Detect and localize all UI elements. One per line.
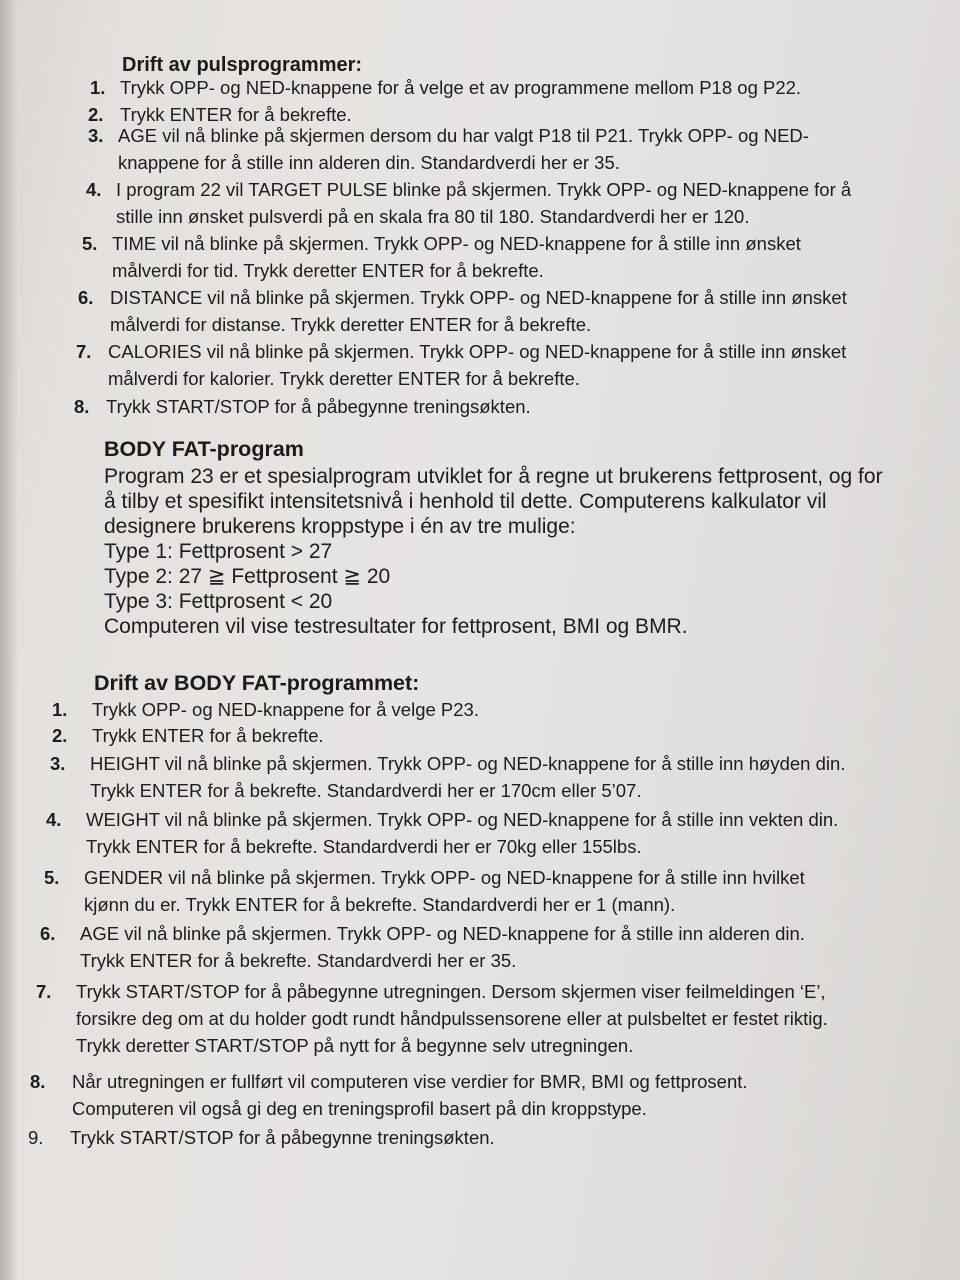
list-number: 7.	[36, 981, 52, 1002]
list-text: AGE vil nå blinke på skjermen. Trykk OPP- og NED-knappene for å stille inn alderen din.	[80, 923, 805, 944]
list-text: Trykk OPP- og NED-knappene for å velge et av programmene mellom P18 og P22.	[120, 77, 802, 98]
paragraph-line: Computeren vil vise testresultater for fettprosent, BMI og BMR.	[104, 615, 688, 638]
list-text: CALORIES vil nå blinke på skjermen. Trykk OPP- og NED-knappene for å stille inn ønsket	[108, 341, 847, 362]
list-number: 4.	[86, 179, 102, 200]
list-number: 5.	[82, 233, 98, 254]
list-text: målverdi for kalorier. Trykk deretter ENTER for å bekrefte.	[108, 368, 580, 389]
body-type-3: Type 3: Fettprosent < 20	[104, 590, 333, 613]
list-text: GENDER vil nå blinke på skjermen. Trykk OPP- og NED-knappene for å stille inn hvilket	[84, 867, 805, 888]
section-heading-pulse-programs: Drift av pulsprogrammer:	[122, 54, 363, 76]
list-number: 6.	[78, 287, 94, 308]
list-text: DISTANCE vil nå blinke på skjermen. Trykk OPP- og NED-knappene for å stille inn ønsket	[110, 287, 847, 308]
list-number: 2.	[52, 725, 68, 746]
list-text: Trykk ENTER for å bekrefte. Standardverdi her er 170cm eller 5’07.	[90, 780, 642, 801]
list-number: 9.	[28, 1127, 44, 1148]
list-text: HEIGHT vil nå blinke på skjermen. Trykk OPP- og NED-knappene for å stille inn høyden din.	[90, 753, 846, 774]
list-text: TIME vil nå blinke på skjermen. Trykk OPP- og NED-knappene for å stille inn ønsket	[112, 233, 801, 254]
list-text: stille inn ønsket pulsverdi på en skala fra 80 til 180. Standardverdi her er 120.	[116, 206, 750, 227]
list-text: Trykk ENTER for å bekrefte. Standardverdi her er 70kg eller 155lbs.	[86, 836, 642, 857]
list-number: 7.	[76, 341, 92, 362]
list-text: AGE vil nå blinke på skjermen dersom du har valgt P18 til P21. Trykk OPP- og NED-	[118, 125, 809, 146]
section-heading-body-fat-operation: Drift av BODY FAT-programmet:	[94, 671, 420, 695]
body-type-1: Type 1: Fettprosent > 27	[104, 540, 333, 563]
list-text: Trykk START/STOP for å påbegynne treningsøkten.	[106, 396, 531, 417]
list-text: forsikre deg om at du holder godt rundt håndpulssensorene eller at pulsbeltet er festet riktig.	[76, 1008, 828, 1029]
list-number: 6.	[40, 923, 56, 944]
list-text: Trykk ENTER for å bekrefte.	[92, 725, 324, 746]
paragraph	[104, 464, 883, 639]
list-text: Trykk ENTER for å bekrefte. Standardverdi her er 35.	[80, 950, 517, 971]
list-number: 1.	[90, 77, 106, 98]
list-number: 4.	[46, 809, 62, 830]
list-text: Når utregningen er fullført vil computeren vise verdier for BMR, BMI og fettprosent.	[72, 1071, 748, 1092]
list-text: Trykk START/STOP for å påbegynne treningsøkten.	[70, 1127, 495, 1148]
paragraph-line: å tilby et spesifikt intensitetsnivå i henhold til dette. Computerens kalkulator vil	[104, 490, 827, 513]
list-text: Trykk START/STOP for å påbegynne utregningen. Dersom skjermen viser feilmeldingen ‘E’,	[76, 981, 826, 1002]
list-text: Trykk ENTER for å bekrefte.	[120, 104, 352, 125]
section-heading-body-fat-program: BODY FAT-program	[104, 437, 304, 461]
list-text: Computeren vil også gi deg en treningsprofil basert på din kroppstype.	[72, 1098, 647, 1119]
list-text: målverdi for tid. Trykk deretter ENTER for å bekrefte.	[112, 260, 544, 281]
body-type-2: Type 2: 27 ≧ Fettprosent ≧ 20	[104, 565, 391, 588]
list-text: Trykk OPP- og NED-knappene for å velge P23.	[92, 699, 479, 720]
paragraph-line: Program 23 er et spesialprogram utviklet for å regne ut brukerens fettprosent, og for	[104, 465, 883, 488]
list-text: Trykk deretter START/STOP på nytt for å begynne selv utregningen.	[76, 1035, 634, 1056]
list-text: knappene for å stille inn alderen din. Standardverdi her er 35.	[118, 152, 620, 173]
list-number: 1.	[52, 699, 68, 720]
list-text: kjønn du er. Trykk ENTER for å bekrefte. Standardverdi her er 1 (mann).	[84, 894, 676, 915]
list-number: 3.	[88, 125, 104, 146]
list-number: 3.	[50, 753, 66, 774]
list-text: målverdi for distanse. Trykk deretter ENTER for å bekrefte.	[110, 314, 592, 335]
list-number: 8.	[30, 1071, 46, 1092]
list-text: WEIGHT vil nå blinke på skjermen. Trykk OPP- og NED-knappene for å stille inn vekten din.	[86, 809, 839, 830]
list-number: 8.	[74, 396, 90, 417]
paragraph-line: designere brukerens kroppstype i én av tre mulige:	[104, 515, 576, 538]
list-number: 5.	[44, 867, 60, 888]
list-text: I program 22 vil TARGET PULSE blinke på skjermen. Trykk OPP- og NED-knappene for å	[116, 179, 852, 200]
list-number: 2.	[88, 104, 104, 125]
